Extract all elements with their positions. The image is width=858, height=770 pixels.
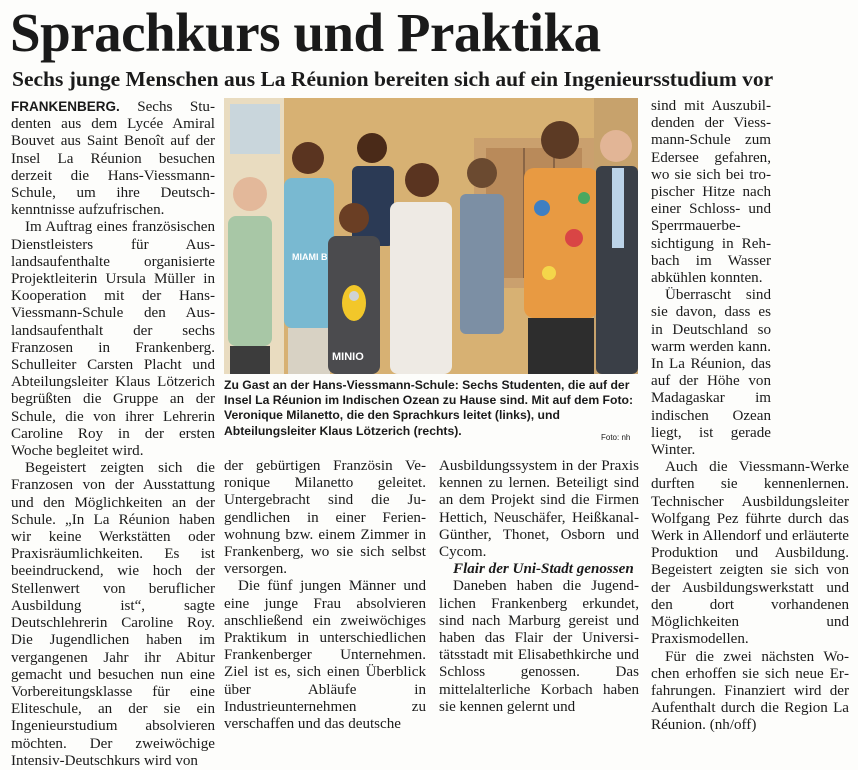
article-column-3 (439, 458, 639, 715)
section-subheading: Flair der Uni-Stadt genossen (453, 561, 634, 578)
shirt-text-minion: MINIO (332, 351, 364, 363)
article-column-2 (224, 458, 426, 733)
paragraph: Überrascht sind sie davon, dass es in Deutschland so warm werden kann. In La Réunion, das auf der Höhe von Madagaskar im indischen Ozean liegt, ist gerade Winter. (651, 287, 771, 459)
photo-caption: Zu Gast an der Hans-Viessmann-Schule: Sechs Studenten, die auf der Insel La Réunion im Indischen Ozean zu Hause sind. Mit auf dem Foto: Veronique Milanetto, die den Sprachkurs leitet (links), und Abteilungsleiter Klaus Lötzerich (rechts). (224, 378, 634, 438)
headline: Sprachkurs und Praktika (10, 2, 601, 63)
group-photo (224, 98, 638, 374)
paragraph-continued: sind mit Auszubildenden der Viessmann-Schule zum Edersee gefahren, wo sie sich bei tropischer Hitze nach einer Schloss- und Sperrmauerbesichtigung in Rehbach im Wasser abkühlen konnten. (651, 98, 771, 287)
paragraph: Begeistert zeigten sich die Franzosen von der Ausstattung und den Möglichkeiten an der Schule. „In La Réunion haben wir keine Werkstätten oder Praxisräumlichkeiten. Es ist beeindruckend, wie hoch der Stellenwert von beruflicher Ausbildung ist“, sagte Deutschlehrerin Caroline Roy. Die Jugendlichen haben im vergangenen Jahr ihr Abitur gemacht und besuchen nun eine Vorbereitungsklasse für eine Eliteschule, an der sie ein Ingenieurstudium absolvieren möchten. Der zweiwöchige Intensiv-Deutschkurs wird von (11, 460, 215, 769)
group-photo-illustration (224, 98, 638, 374)
lead-text: Sechs Studenten aus dem Lycée Amiral Bouvet aus Saint Benoît auf der Insel La Réunion besuchen derzeit die Hans-Viessmann-Schule, um ihre Deutschkenntnisse aufzufrischen. (11, 99, 215, 219)
article-column-1 (11, 98, 215, 769)
shirt-text-miami: MIAMI B (292, 252, 328, 262)
subheadline: Sechs junge Menschen aus La Réunion bereiten sich auf ein Ingenieursstudium vor (12, 67, 774, 91)
paragraph-continued: Ausbildungssystem in der Praxis kennen zu lernen. Beteiligt sind an dem Projekt sind die Firmen Hettich, Neuschäfer, Heißkanal-Günther, Thonet, Osborn und Cycom. (439, 458, 639, 561)
paragraph-continued: der gebürtigen Französin Veronique Milanetto geleitet. Untergebracht sind die Jugendlichen in einer Ferienwohnung bzw. einem Zimmer in Frankenberg, wo sie sich selbst versorgen. (224, 458, 426, 578)
paragraph: Daneben haben die Jugendlichen Frankenberg erkundet, sind nach Marburg gereist und haben das Flair der Universitätsstadt mit Elisabethkirche und Schloss genossen. Das mittelalterliche Korbach haben sie kennen gelernt und (439, 578, 639, 715)
paragraph: Im Auftrag eines französischen Dienstleisters für Auslandsaufenthalte organisierte Projektleiterin Ursula Müller in Kooperation mit der Hans-Viessmann-Schule den Auslandsaufenthalt der sechs Franzosen in Frankenberg. Schulleiter Carsten Placht und Abteilungsleiter Klaus Lötzerich begrüßten die Gruppe an der Schule, die von ihrer Lehrerin Caroline Roy in der ersten Woche begleitet wird. (11, 219, 215, 460)
lead-paragraph (11, 98, 215, 219)
paragraph: Für die zwei nächsten Wochen erhoffen sie sich neue Erfahrungen. Finanziert wird der Aufenthalt durch die Region La Réunion. (nh/off) (651, 648, 849, 734)
paragraph: Die fünf jungen Männer und eine junge Frau absolvieren anschließend ein zweiwöchiges Praktikum in unterschiedlichen Frankenberger Unternehmen. Ziel ist es, sich einen Überblick über Abläufe in Industrieunternehmen zu verschaffen und das deutsche (224, 578, 426, 733)
paragraph: Auch die Viessmann-Werke durften sie kennenlernen. Technischer Ausbildungsleiter Wolfgang Pez führte durch das Werk in Allendorf und erläuterte Produktion und Ausbildung. Begeistert zeigten sie sich von der Ausbildungswerkstatt und den dort vorhandenen Möglichkeiten und Praxismodellen. (651, 459, 849, 648)
photo-credit: Foto: nh (601, 433, 631, 442)
article-column-4 (651, 98, 849, 734)
dateline: FRANKENBERG. (11, 99, 120, 114)
